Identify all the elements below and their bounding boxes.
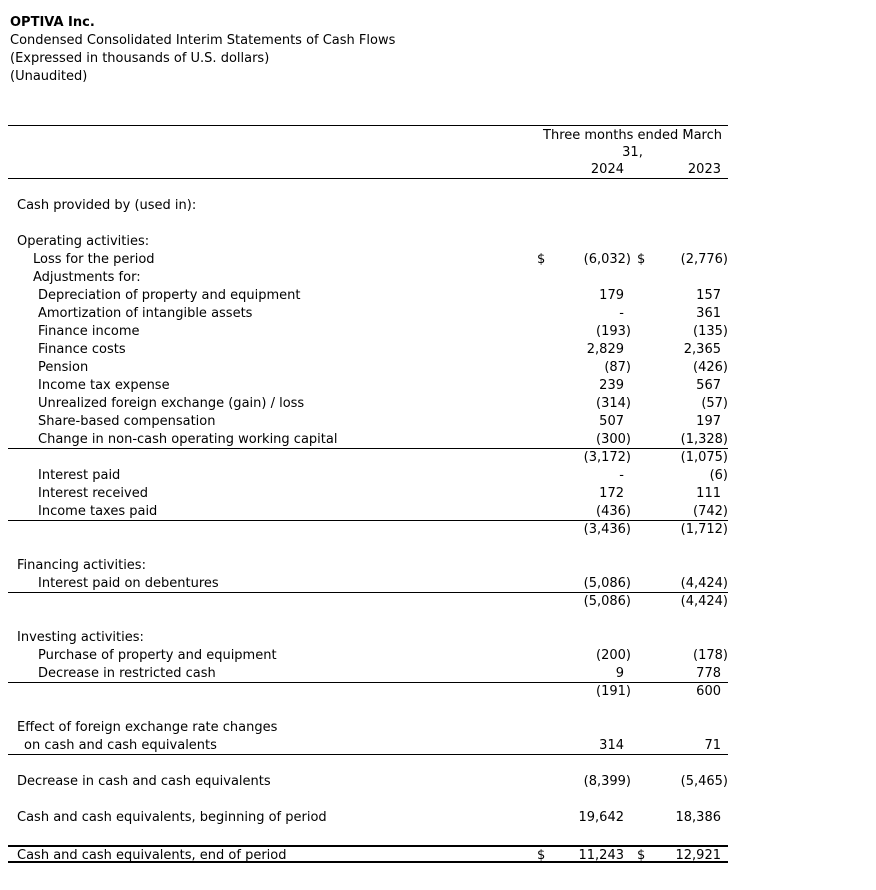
cell-2023: [637, 413, 728, 431]
cell-2023: [637, 431, 728, 448]
table-row: [8, 665, 728, 683]
value-2023: 157: [696, 288, 721, 303]
document-title: Condensed Consolidated Interim Statements of Cash Flows: [10, 33, 396, 48]
spacer-row: [8, 791, 728, 809]
cell-2023: [637, 269, 728, 287]
table-row: [8, 197, 728, 215]
cell-2024: [537, 593, 631, 611]
row-label: Financing activities:: [17, 558, 146, 573]
value-2024: 314: [599, 738, 624, 753]
value-2024: (5,086): [583, 594, 631, 609]
value-2023: 600: [696, 684, 721, 699]
row-label: Share-based compensation: [38, 414, 216, 429]
value-2023: (6): [709, 468, 728, 483]
value-2023: (57): [701, 396, 728, 411]
table-row: [8, 683, 728, 701]
table-row: [8, 341, 728, 359]
row-label: Change in non-cash operating working capital: [38, 432, 338, 447]
row-label: Depreciation of property and equipment: [38, 288, 301, 303]
cell-2024: [537, 557, 631, 575]
cell-2024: [537, 197, 631, 215]
cell-2023: [637, 305, 728, 323]
table-row: [8, 395, 728, 413]
value-2023: 361: [696, 306, 721, 321]
value-2024: (436): [596, 504, 631, 519]
cell-2024: [537, 521, 631, 539]
row-label: Income taxes paid: [38, 504, 158, 519]
value-2024: 179: [599, 288, 624, 303]
value-2023: 567: [696, 378, 721, 393]
row-label: Operating activities:: [17, 234, 150, 249]
value-2023: [637, 269, 728, 287]
value-2024: [537, 269, 631, 287]
cell-2023: [637, 233, 728, 251]
row-label: [8, 521, 537, 539]
cell-2023: [637, 449, 728, 467]
spacer-row: [8, 611, 728, 629]
value-2024: (5,086): [583, 576, 631, 591]
value-2023: (1,075): [680, 450, 728, 465]
cell-2024: [537, 847, 631, 861]
cell-2024: [537, 647, 631, 665]
table-row: [8, 431, 728, 449]
cell-2024: [537, 809, 631, 827]
value-2024: 9: [615, 666, 624, 681]
cell-2024: [537, 467, 631, 485]
cell-2023: [637, 575, 728, 592]
spacer-row: [8, 179, 728, 197]
value-2024: (3,172): [583, 450, 631, 465]
row-label: Amortization of intangible assets: [38, 306, 253, 321]
row-label: Cash provided by (used in):: [17, 198, 197, 213]
value-2023: 111: [696, 486, 721, 501]
value-2023: 71: [704, 738, 721, 753]
cell-2023: [637, 485, 728, 503]
table-row: [8, 629, 728, 647]
value-2023: (2,776): [680, 252, 728, 267]
row-label: Income tax expense: [38, 378, 170, 393]
value-2024: (200): [596, 648, 631, 663]
row-label: Unrealized foreign exchange (gain) / loss: [38, 396, 305, 411]
value-2024: [537, 719, 631, 737]
value-2024: (314): [596, 396, 631, 411]
cell-2023: [637, 665, 728, 682]
value-2023: (178): [693, 648, 728, 663]
value-2023: (4,424): [680, 576, 728, 591]
table-row: [8, 593, 728, 611]
cell-2024: [537, 719, 631, 737]
cell-2024: [537, 485, 631, 503]
row-label: Interest paid: [38, 468, 121, 483]
row-label: Finance income: [38, 324, 140, 339]
statement-table: [8, 125, 728, 863]
cell-2023: [637, 323, 728, 341]
value-2023: (5,465): [680, 774, 728, 789]
currency-symbol-2023: $: [637, 252, 646, 267]
table-row: [8, 287, 728, 305]
table-row: [8, 251, 728, 269]
value-2024: 11,243: [578, 848, 624, 863]
value-2023: 18,386: [675, 810, 721, 825]
table-row: [8, 305, 728, 323]
cell-2024: [537, 773, 631, 791]
table-row: [8, 449, 728, 467]
cell-2024: [537, 251, 631, 269]
cell-2024: [537, 287, 631, 305]
row-label: Investing activities:: [17, 630, 144, 645]
value-2024: -: [619, 468, 624, 483]
row-label: Purchase of property and equipment: [38, 648, 277, 663]
row-label: Interest paid on debentures: [38, 576, 219, 591]
cell-2024: [537, 377, 631, 395]
cell-2024: [537, 269, 631, 287]
table-row: [8, 359, 728, 377]
cell-2024: [537, 665, 631, 682]
row-label: Cash and cash equivalents, beginning of period: [17, 810, 327, 825]
year-header-2023: 2023: [687, 162, 721, 177]
cell-2023: [637, 341, 728, 359]
cell-2023: [637, 287, 728, 305]
company-name: OPTIVA Inc.: [10, 15, 95, 30]
value-2023: 2,365: [683, 342, 721, 357]
row-label: [8, 449, 537, 467]
value-2023: [637, 233, 728, 251]
cell-2024: [537, 503, 631, 520]
cell-2023: [637, 251, 728, 269]
value-2024: 2,829: [586, 342, 624, 357]
cell-2024: [537, 395, 631, 413]
value-2024: [537, 233, 631, 251]
cell-2023: [637, 629, 728, 647]
table-row: [8, 269, 728, 287]
value-2024: 507: [599, 414, 624, 429]
cell-2024: [537, 683, 631, 701]
table-row: [8, 557, 728, 575]
value-2023: (4,424): [680, 594, 728, 609]
table-row: [8, 845, 728, 863]
cell-2023: [637, 593, 728, 611]
value-2023: [637, 197, 728, 215]
row-label: [8, 683, 537, 701]
year-columns: [537, 161, 728, 178]
table-row: [8, 737, 728, 755]
value-2024: (8,399): [583, 774, 631, 789]
cell-2023: [637, 557, 728, 575]
period-header: [537, 127, 728, 178]
cell-2023: [637, 197, 728, 215]
cell-2023: [637, 377, 728, 395]
value-2024: (193): [596, 324, 631, 339]
table-row: [8, 485, 728, 503]
value-2023: 778: [696, 666, 721, 681]
value-2024: (300): [596, 432, 631, 447]
cell-2023: [637, 359, 728, 377]
cell-2023: [637, 503, 728, 520]
table-row: [8, 575, 728, 593]
table-row: [8, 647, 728, 665]
row-label: Decrease in cash and cash equivalents: [17, 774, 271, 789]
value-2024: [537, 197, 631, 215]
table-row: [8, 809, 728, 827]
cell-2023: [637, 773, 728, 791]
cell-2023: [637, 809, 728, 827]
value-2024: [537, 557, 631, 575]
cell-2024: [537, 737, 631, 754]
currency-symbol-2023: $: [637, 848, 646, 863]
spacer-row: [8, 827, 728, 845]
table-header: [8, 125, 728, 179]
row-label: Loss for the period: [33, 252, 155, 267]
table-row: [8, 719, 728, 737]
table-row: [8, 377, 728, 395]
cell-2023: [637, 395, 728, 413]
cell-2023: [637, 647, 728, 665]
document-header: [0, 0, 876, 86]
row-label: Interest received: [38, 486, 148, 501]
cell-2024: [537, 449, 631, 467]
value-2024: (6,032): [583, 252, 631, 267]
cell-2024: [537, 575, 631, 592]
cell-2024: [537, 233, 631, 251]
value-2023: (135): [693, 324, 728, 339]
table-body: [8, 179, 728, 863]
cell-2023: [637, 737, 728, 754]
value-2023: [637, 557, 728, 575]
period-header-line1: Three months ended March: [543, 128, 722, 143]
value-2024: -: [619, 306, 624, 321]
table-row: [8, 467, 728, 485]
value-2023: [637, 629, 728, 647]
currency-symbol-2024: $: [537, 848, 546, 863]
value-2023: (426): [693, 360, 728, 375]
value-2024: [537, 629, 631, 647]
row-label: Pension: [38, 360, 89, 375]
cell-2024: [537, 413, 631, 431]
value-2023: 197: [696, 414, 721, 429]
currency-symbol-2024: $: [537, 252, 546, 267]
header-label-space: [8, 127, 537, 178]
table-row: [8, 521, 728, 539]
table-row: [8, 773, 728, 791]
spacer-row: [8, 755, 728, 773]
table-row: [8, 503, 728, 521]
spacer-row: [8, 701, 728, 719]
row-label: Decrease in restricted cash: [38, 666, 216, 681]
row-label: Cash and cash equivalents, end of period: [17, 848, 287, 861]
cell-2024: [537, 359, 631, 377]
row-label: Adjustments for:: [33, 270, 141, 285]
cell-2024: [537, 431, 631, 448]
cell-2023: [637, 467, 728, 485]
year-header-2024: 2024: [590, 162, 624, 177]
spacer-row: [8, 215, 728, 233]
value-2024: (87): [604, 360, 631, 375]
value-2024: (3,436): [583, 522, 631, 537]
value-2024: (191): [596, 684, 631, 699]
currency-note: (Expressed in thousands of U.S. dollars): [10, 51, 270, 66]
value-2023: 12,921: [675, 848, 721, 863]
value-2023: (1,328): [680, 432, 728, 447]
cell-2023: [637, 521, 728, 539]
value-2023: (742): [693, 504, 728, 519]
cell-2023: [637, 847, 728, 861]
period-header-line2: 31,: [622, 145, 643, 160]
spacer-row: [8, 539, 728, 557]
value-2023: (1,712): [680, 522, 728, 537]
cell-2023: [637, 683, 728, 701]
value-2024: 19,642: [578, 810, 624, 825]
audit-note: (Unaudited): [10, 69, 88, 84]
row-label: on cash and cash equivalents: [24, 738, 217, 753]
cell-2024: [537, 629, 631, 647]
value-2024: 239: [599, 378, 624, 393]
value-2023: [637, 719, 728, 737]
cell-2024: [537, 341, 631, 359]
table-row: [8, 323, 728, 341]
cell-2023: [637, 719, 728, 737]
table-row: [8, 413, 728, 431]
cell-2024: [537, 323, 631, 341]
value-2024: 172: [599, 486, 624, 501]
row-label: [8, 593, 537, 611]
row-label: Finance costs: [38, 342, 126, 357]
cell-2024: [537, 305, 631, 323]
table-row: [8, 233, 728, 251]
row-label: Effect of foreign exchange rate changes: [17, 720, 278, 735]
